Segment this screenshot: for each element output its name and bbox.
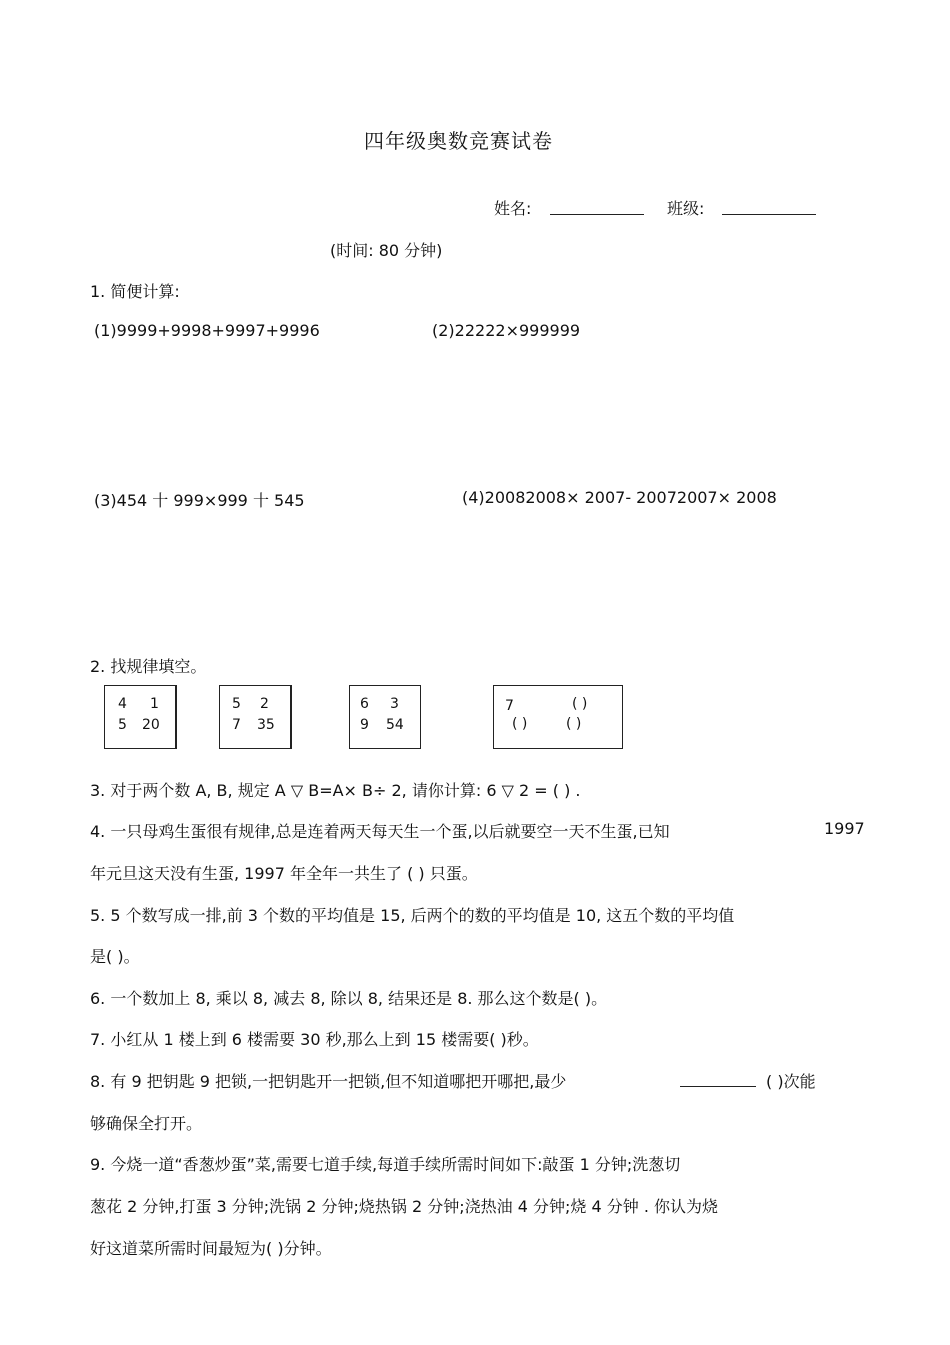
- pattern-box-1: [104, 685, 177, 749]
- box-3-r1a: 6: [360, 696, 369, 712]
- question-9-line-1: 9. 今烧一道“香葱炒蛋”菜,需要七道手续,每道手续所需时间如下:敲蛋 1 分钟;洗葱切: [90, 1155, 681, 1174]
- question-4-line-1: 4. 一只母鸡生蛋很有规律,总是连着两天每天生一个蛋,以后就要空一天不生蛋,已知: [90, 822, 670, 841]
- class-label: 班级:: [667, 199, 705, 218]
- box-1-r1a: 4: [118, 696, 127, 712]
- pattern-box-3: [349, 685, 421, 749]
- box-2-r2b: 35: [257, 717, 275, 733]
- page-title: 四年级奥数竞赛试卷: [364, 129, 553, 153]
- question-6: 6. 一个数加上 8, 乘以 8, 减去 8, 除以 8, 结果还是 8. 那么这个数是( )。: [90, 989, 608, 1008]
- question-9-line-3: 好这道菜所需时间最短为( )分钟。: [90, 1239, 332, 1258]
- time-note: (时间: 80 分钟): [330, 241, 443, 260]
- question-4-line-2: 年元旦这天没有生蛋, 1997 年全年一共生了 ( ) 只蛋。: [90, 864, 478, 883]
- box-4-r1b[interactable]: ( ): [572, 696, 588, 712]
- box-3-r2b: 54: [386, 717, 404, 733]
- question-1-part-3: (3)454 十 999×999 十 545: [94, 491, 305, 510]
- box-3-r1b: 3: [390, 696, 399, 712]
- question-5-line-2: 是( )。: [90, 947, 140, 966]
- class-blank[interactable]: [722, 214, 816, 215]
- question-8-blank[interactable]: [680, 1086, 756, 1087]
- question-1-part-4: (4)20082008× 2007- 20072007× 2008: [462, 488, 777, 507]
- name-blank[interactable]: [550, 214, 644, 215]
- question-8-line-1-end: ( )次能: [766, 1072, 816, 1091]
- question-3: 3. 对于两个数 A, B, 规定 A ▽ B=A× B÷ 2, 请你计算: 6 ▽ 2 = ( ) .: [90, 781, 581, 800]
- box-4-r2b[interactable]: ( ): [566, 716, 582, 732]
- question-5-line-1: 5. 5 个数写成一排,前 3 个数的平均值是 15, 后两个的数的平均值是 10, 这五个数的平均值: [90, 906, 735, 925]
- box-1-r1b: 1: [150, 696, 159, 712]
- question-1-label: 1. 简便计算:: [90, 282, 180, 301]
- box-3-r2a: 9: [360, 717, 369, 733]
- box-1-r2a: 5: [118, 717, 127, 733]
- question-2-label: 2. 找规律填空。: [90, 657, 207, 676]
- question-1-part-2: (2)22222×999999: [432, 321, 581, 340]
- box-4-r1a: 7: [505, 698, 514, 714]
- question-1-part-1: (1)9999+9998+9997+9996: [94, 321, 320, 340]
- box-1-r2b: 20: [142, 717, 160, 733]
- box-2-r2a: 7: [232, 717, 241, 733]
- question-9-line-2: 葱花 2 分钟,打蛋 3 分钟;洗锅 2 分钟;烧热锅 2 分钟;浇热油 4 分钟;烧 4 分钟 . 你认为烧: [90, 1197, 719, 1216]
- pattern-box-4: [493, 685, 623, 749]
- question-7: 7. 小红从 1 楼上到 6 楼需要 30 秒,那么上到 15 楼需要( )秒。: [90, 1030, 539, 1049]
- box-2-r1a: 5: [232, 696, 241, 712]
- name-label: 姓名:: [494, 199, 532, 218]
- pattern-box-2: [219, 685, 292, 749]
- box-2-r1b: 2: [260, 696, 269, 712]
- box-4-r2a[interactable]: ( ): [512, 716, 528, 732]
- question-8-line-1: 8. 有 9 把钥匙 9 把锁,一把钥匙开一把锁,但不知道哪把开哪把,最少: [90, 1072, 567, 1091]
- question-4-year: 1997: [824, 819, 865, 838]
- question-8-line-2: 够确保全打开。: [90, 1114, 203, 1133]
